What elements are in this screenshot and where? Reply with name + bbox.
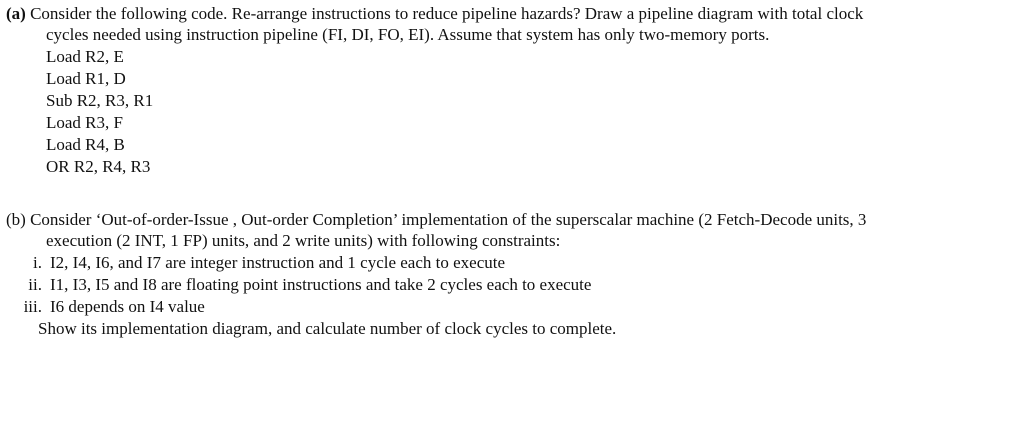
code-line-4: Load R3, F xyxy=(46,113,123,132)
code-line-3: Sub R2, R3, R1 xyxy=(46,91,154,110)
part-b-line-1 xyxy=(6,210,866,230)
code-line-1: Load R2, E xyxy=(46,47,124,66)
code-line-2: Load R1, D xyxy=(46,69,126,88)
constraint-3 xyxy=(20,297,205,317)
part-b-text-1: Consider ‘Out-of-order-Issue , Out-order Completion’ implementation of the superscalar machine (2 Fetch-Decode units, 3 xyxy=(30,210,867,229)
code-line-6: OR R2, R4, R3 xyxy=(46,157,151,176)
constraint-2-number: ii. xyxy=(28,275,42,294)
constraint-3-number: iii. xyxy=(23,297,42,316)
part-a-label: (a) xyxy=(6,4,26,23)
part-a-text-1: Consider the following code. Re-arrange instructions to reduce pipeline hazards? Draw a pipeline diagram with total clock xyxy=(30,4,864,23)
constraint-1-text: I2, I4, I6, and I7 are integer instruction and 1 cycle each to execute xyxy=(50,253,506,272)
constraint-3-text: I6 depends on I4 value xyxy=(50,297,205,316)
part-a-line-1 xyxy=(6,4,863,24)
part-b-closing: Show its implementation diagram, and calculate number of clock cycles to complete. xyxy=(38,319,617,338)
constraint-2 xyxy=(20,275,591,295)
part-a-line-2: cycles needed using instruction pipeline (FI, DI, FO, EI). Assume that system has only two-memory ports. xyxy=(46,25,770,44)
constraint-1 xyxy=(20,253,505,273)
part-b-line-2: execution (2 INT, 1 FP) units, and 2 write units) with following constraints: xyxy=(46,231,561,250)
constraint-1-number: i. xyxy=(33,253,42,272)
part-b-label: (b) xyxy=(6,210,26,229)
code-line-5: Load R4, B xyxy=(46,135,125,154)
constraint-2-text: I1, I3, I5 and I8 are floating point instructions and take 2 cycles each to execute xyxy=(50,275,592,294)
